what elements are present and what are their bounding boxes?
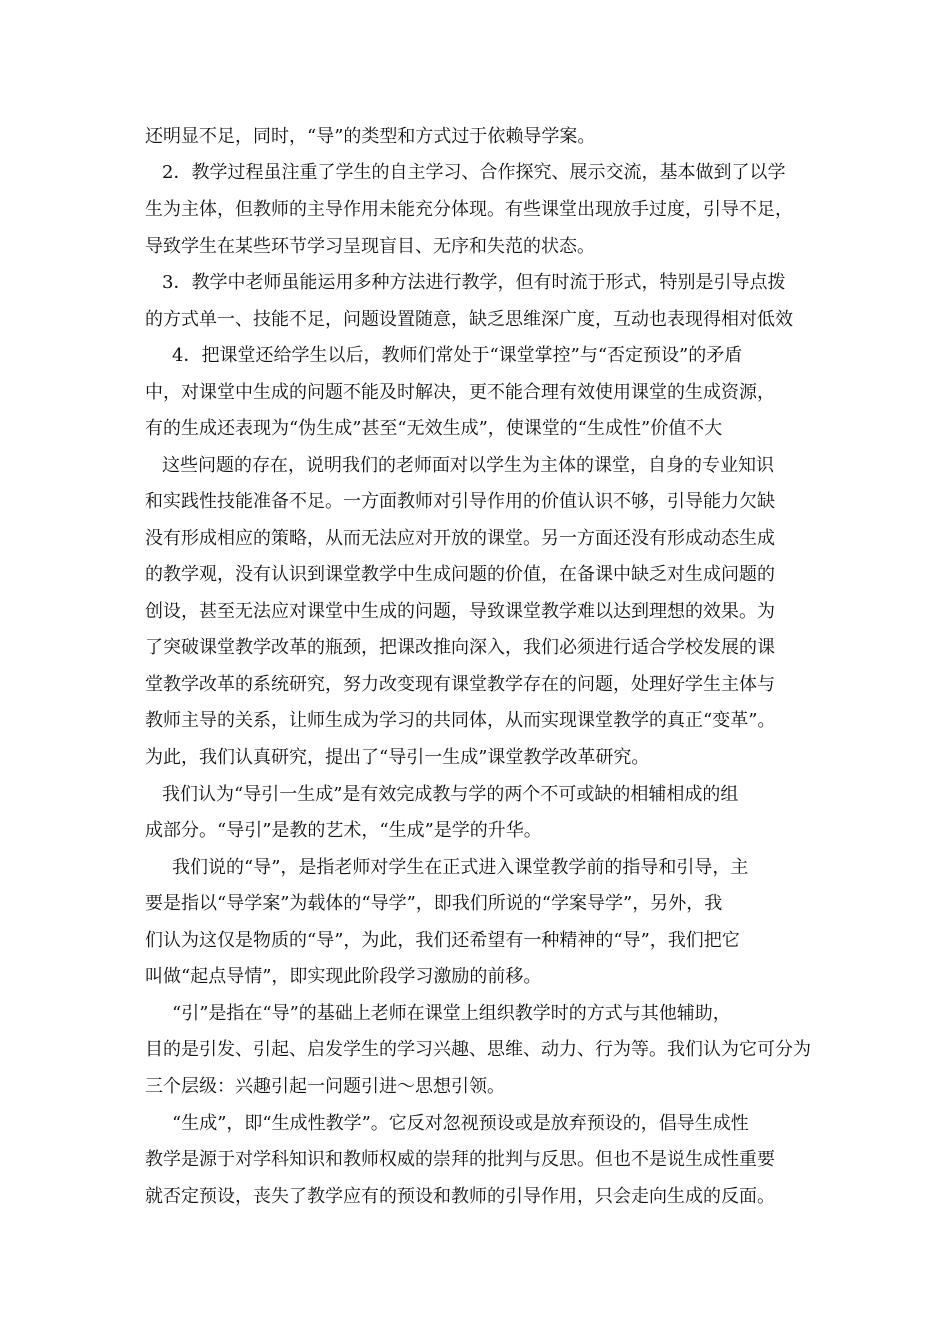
text-line: 教师主导的关系，让师生成为学习的共同体，从而实现课堂教学的真正“变革”。 [145, 710, 776, 731]
text-line: 的方式单一、技能不足，问题设置随意，缺乏思维深广度，互动也表现得相对低效 [145, 309, 793, 330]
text-line: 叫做“起点导情”，即实现此阶段学习激励的前移。 [145, 966, 542, 987]
text-line: “引”是指在“导”的基础上老师在课堂上组织教学时的方式与其他辅助， [172, 1003, 731, 1024]
text-line: 我们认为“导引一生成”是有效完成教与学的两个不可或缺的相辅相成的组 [162, 784, 739, 805]
text-line: 为此，我们认真研究，提出了“导引一生成”课堂教学改革研究。 [145, 747, 650, 768]
text-line: 的教学观，没有认识到课堂教学中生成问题的价值，在备课中缺乏对生成问题的 [145, 564, 775, 585]
text-line: 堂教学改革的系统研究，努力改变现有课堂教学存在的问题，处理好学生主体与 [145, 674, 775, 695]
text-line: 教学是源于对学科知识和教师权威的崇拜的批判与反思。但也不是说生成性重要 [145, 1149, 775, 1170]
text-line: 有的生成还表现为“伪生成”甚至“无效生成”，使课堂的“生成性”价值不大 [145, 418, 723, 439]
text-line: 三个层级：兴趣引起一问题引进～思想引领。 [145, 1076, 505, 1097]
text-line: 2．教学过程虽注重了学生的自主学习、合作探究、展示交流，基本做到了以学 [162, 162, 786, 183]
text-line: 还明显不足，同时，“导”的类型和方式过于依赖导学案。 [145, 126, 596, 147]
text-line: 4．把课堂还给学生以后，教师们常处于“课堂掌控”与“否定预设”的矛盾 [172, 345, 743, 366]
text-line: 目的是引发、引起、启发学生的学习兴趣、思维、动力、行为等。我们认为它可分为 [145, 1039, 811, 1060]
text-line: “生成”，即“生成性教学”。它反对忽视预设或是放弃预设的，倡导生成性 [172, 1113, 749, 1134]
text-line: 导致学生在某些环节学习呈现盲目、无序和失范的状态。 [145, 236, 595, 257]
text-line: 要是指以“导学案”为载体的“导学”，即我们所说的“学案导学”，另外，我 [145, 893, 723, 914]
text-line: 这些问题的存在，说明我们的老师面对以学生为主体的课堂，自身的专业知识 [162, 455, 774, 476]
text-line: 们认为这仅是物质的“导”，为此，我们还希望有一种精神的“导”，我们把它 [145, 930, 740, 951]
text-line: 没有形成相应的策略，从而无法应对开放的课堂。另一方面还没有形成动态生成 [145, 528, 775, 549]
text-line: 了突破课堂教学改革的瓶颈，把课改推向深入，我们必须进行适合学校发展的课 [145, 637, 775, 658]
text-line: 中，对课堂中生成的问题不能及时解决，更不能合理有效使用课堂的生成资源， [145, 382, 775, 403]
text-line: 创设，甚至无法应对课堂中生成的问题，导致课堂教学难以达到理想的效果。为 [145, 601, 775, 622]
text-line: 3．教学中老师虽能运用多种方法进行教学，但有时流于形式，特别是引导点拨 [162, 272, 786, 293]
text-line: 和实践性技能准备不足。一方面教师对引导作用的价值认识不够，引导能力欠缺 [145, 491, 775, 512]
text-line: 成部分。“导引”是教的艺术，“生成”是学的升华。 [145, 820, 542, 841]
text-line: 生为主体，但教师的主导作用未能充分体现。有些课堂出现放手过度，引导不足， [145, 199, 793, 220]
text-line: 我们说的“导”，是指老师对学生在正式进入课堂教学前的指导和引导，主 [172, 857, 749, 878]
text-line: 就否定预设，丧失了教学应有的预设和教师的引导作用，只会走向生成的反面。 [145, 1186, 775, 1207]
